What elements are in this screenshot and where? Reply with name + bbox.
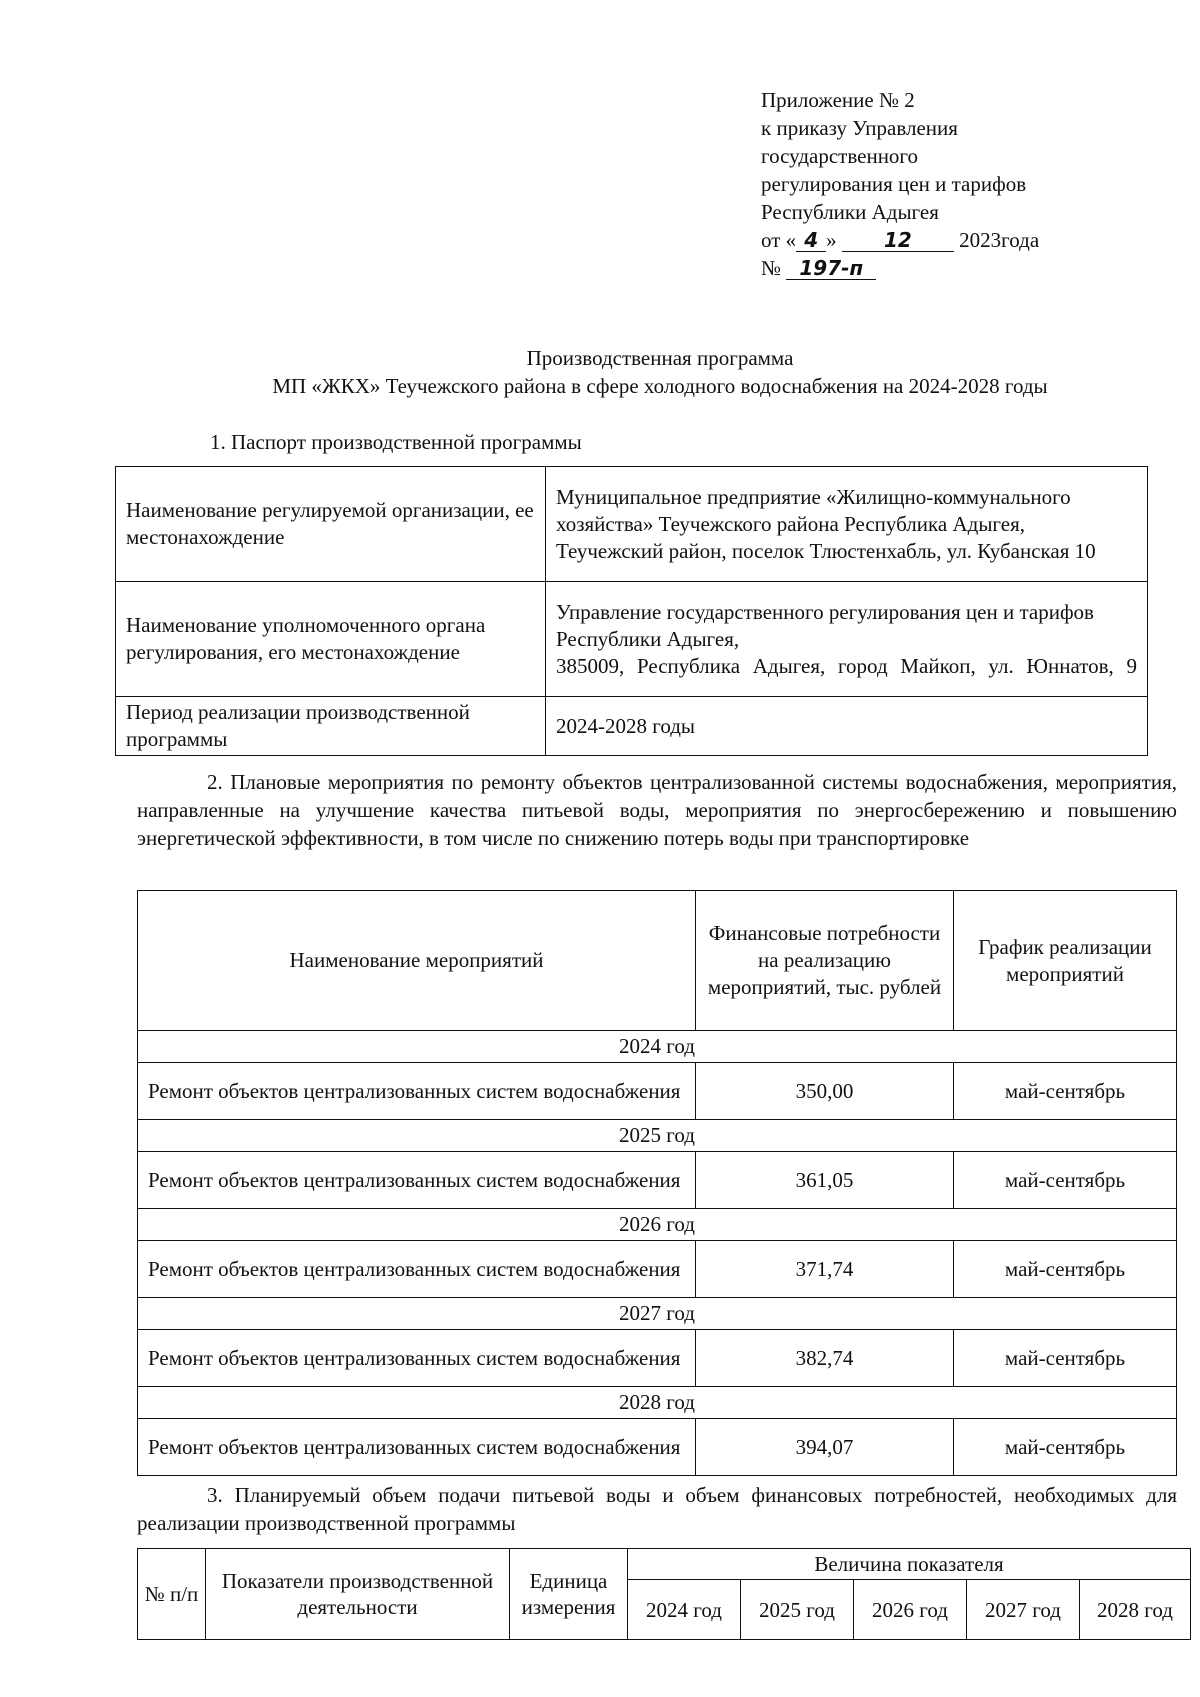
activity-amount: 382,74 (696, 1330, 954, 1387)
number-value: 197-п (786, 257, 876, 280)
col-activity-name: Наименование мероприятий (138, 891, 696, 1031)
year-label: 2024 год (138, 1031, 1177, 1063)
year-row (138, 1387, 1177, 1419)
col-schedule: График реализации мероприятий (954, 891, 1177, 1031)
year-row (138, 1209, 1177, 1241)
appendix-line-4: регулирования цен и тарифов (761, 172, 1027, 196)
appendix-line-2: к приказу Управления (761, 116, 958, 140)
activity-name: Ремонт объектов централизованных систем водоснабжения (138, 1419, 696, 1476)
activity-amount: 371,74 (696, 1241, 954, 1298)
table-row (138, 1419, 1177, 1476)
col-year: 2025 год (741, 1580, 854, 1640)
authority-name: Управление государственного регулирования цен и тарифов Республики Адыгея, (556, 599, 1094, 651)
authority-address: 385009, Республика Адыгея, город Майкоп, ул. Юннатов, 9 (556, 653, 1137, 678)
section2-heading: 2. Плановые мероприятия по ремонту объектов централизованной системы водоснабжения, мероприятия, направленные на улучшение качества питьевой воды, мероприятия по энергосбережению и повышению энергетической эффективности, в том числе по снижению потерь воды при транспортировке (137, 770, 1177, 850)
col-indicator: Показатели производственной деятельности (206, 1549, 510, 1640)
col-number: № п/п (138, 1549, 206, 1640)
table-row (116, 467, 1148, 582)
document-title (120, 344, 1200, 400)
activity-schedule: май-сентябрь (954, 1063, 1177, 1120)
volume-table (137, 1548, 1191, 1640)
date-suffix: 2023года (959, 228, 1040, 252)
activity-schedule: май-сентябрь (954, 1419, 1177, 1476)
passport-label: Наименование уполномоченного органа регулирования, его местонахождение (116, 582, 546, 697)
section3-heading: 3. Планируемый объем подачи питьевой воды и объем финансовых потребностей, необходимых для реализации производственной программы (137, 1483, 1177, 1535)
year-row (138, 1298, 1177, 1330)
col-unit: Единица измерения (510, 1549, 628, 1640)
activity-amount: 350,00 (696, 1063, 954, 1120)
title-line-1: Производственная программа (526, 346, 794, 370)
activity-name: Ремонт объектов централизованных систем водоснабжения (138, 1330, 696, 1387)
activity-amount: 361,05 (696, 1152, 954, 1209)
activity-schedule: май-сентябрь (954, 1152, 1177, 1209)
col-value: Величина показателя (628, 1549, 1191, 1580)
date-day: 4 (796, 229, 826, 252)
col-year: 2028 год (1080, 1580, 1191, 1640)
appendix-line-3: государственного (761, 144, 919, 168)
appendix-header (761, 86, 1141, 282)
activity-amount: 394,07 (696, 1419, 954, 1476)
table-row (116, 697, 1148, 756)
table-header-row (138, 1549, 1191, 1580)
appendix-number (761, 254, 1141, 282)
activities-table (137, 890, 1177, 1476)
section1-heading: 1. Паспорт производственной программы (210, 430, 582, 454)
activity-name: Ремонт объектов централизованных систем водоснабжения (138, 1241, 696, 1298)
table-row (138, 1241, 1177, 1298)
number-prefix: № (761, 256, 782, 280)
table-row (138, 1330, 1177, 1387)
table-row (138, 1063, 1177, 1120)
year-row (138, 1120, 1177, 1152)
table-header-row (138, 891, 1177, 1031)
appendix-line-1: Приложение № 2 (761, 88, 915, 112)
year-label: 2026 год (138, 1209, 1177, 1241)
col-year: 2026 год (854, 1580, 967, 1640)
passport-table (115, 466, 1148, 756)
date-mid: » (826, 228, 837, 252)
activity-schedule: май-сентябрь (954, 1241, 1177, 1298)
passport-label: Наименование регулируемой организации, ее местонахождение (116, 467, 546, 582)
col-finance: Финансовые потребности на реализацию мероприятий, тыс. рублей (696, 891, 954, 1031)
activity-name: Ремонт объектов централизованных систем водоснабжения (138, 1063, 696, 1120)
activity-schedule: май-сентябрь (954, 1330, 1177, 1387)
year-label: 2028 год (138, 1387, 1177, 1419)
passport-value: Муниципальное предприятие «Жилищно-коммунального хозяйства» Теучежского района Республика Адыгея, Теучежский район, поселок Тлюстенхабль, ул. Кубанская 10 (546, 467, 1148, 582)
col-year: 2027 год (967, 1580, 1080, 1640)
passport-label: Период реализации производственной программы (116, 697, 546, 756)
col-year: 2024 год (628, 1580, 741, 1640)
year-label: 2025 год (138, 1120, 1177, 1152)
year-row (138, 1031, 1177, 1063)
appendix-line-5: Республики Адыгея (761, 200, 939, 224)
appendix-date (761, 226, 1141, 254)
passport-value (546, 582, 1148, 697)
title-line-2: МП «ЖКХ» Теучежского района в сфере холодного водоснабжения на 2024-2028 годы (272, 374, 1048, 398)
table-row (116, 582, 1148, 697)
table-row (138, 1152, 1177, 1209)
date-month: 12 (842, 229, 954, 252)
year-label: 2027 год (138, 1298, 1177, 1330)
date-prefix: от « (761, 228, 797, 252)
passport-value: 2024-2028 годы (546, 697, 1148, 756)
activity-name: Ремонт объектов централизованных систем водоснабжения (138, 1152, 696, 1209)
